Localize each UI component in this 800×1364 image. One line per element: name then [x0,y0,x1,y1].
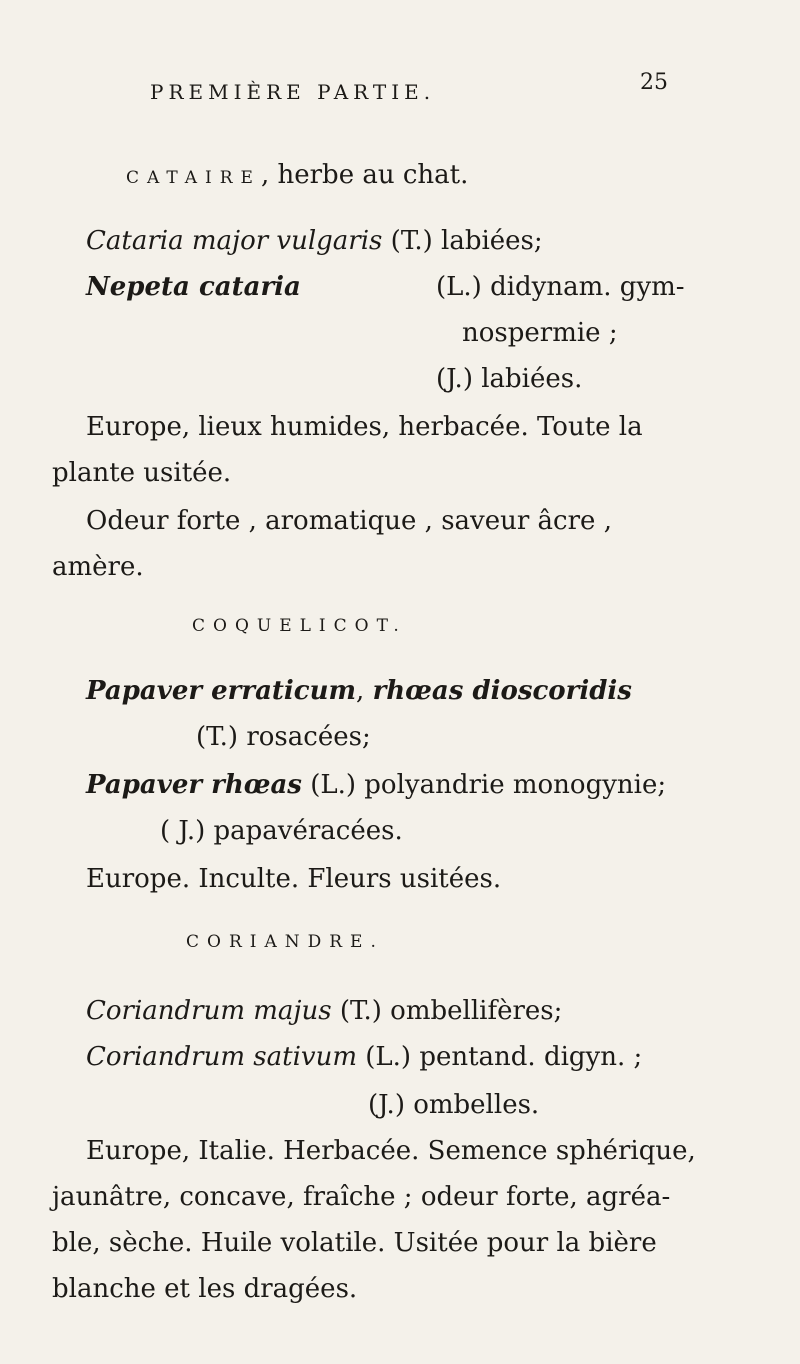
latin-name: Papaver rhœas [86,770,302,800]
page-number: 25 [640,70,668,95]
synonym-line [86,272,301,302]
latin-name: Nepeta cataria [86,272,301,302]
synonym-line [86,226,543,256]
entry-heading [126,160,468,190]
entry-title: CORIANDRE. [186,932,384,952]
classification: nospermie ; [462,318,618,348]
latin-name: Coriandrum majus [86,996,332,1026]
latin-name: Cataria major vulgaris [86,226,383,256]
description-line: ble, sèche. Huile volatile. Usitée pour la bière [52,1228,657,1258]
running-head: PREMIÈRE PARTIE. [150,80,436,104]
entry-title-suffix: , herbe au chat. [260,160,469,190]
synonym-line [86,1042,642,1072]
classification: (L.) didynam. gym- [436,272,685,302]
classification: (L.) pentand. digyn. ; [356,1042,643,1072]
description-line: Europe. Inculte. Fleurs usitées. [86,864,502,894]
latin-name: Papaver erraticum [86,676,357,706]
separator: , [356,676,373,706]
description-line: blanche et les dragées. [52,1274,358,1304]
entry-title: CATAIRE [126,168,261,188]
description-line: Odeur forte , aromatique , saveur âcre , [86,506,612,536]
classification: (T.) labiées; [382,226,543,256]
synonym-line [86,770,666,800]
classification: (L.) polyandrie monogynie; [301,770,667,800]
entry-title: COQUELICOT. [192,616,407,636]
synonym-line [86,676,632,706]
classification: (T.) ombellifères; [331,996,563,1026]
classification: ( J.) papavéracées. [160,816,403,846]
classification: (T.) rosacées; [196,722,371,752]
description-line: plante usitée. [52,458,232,488]
synonym-line [86,996,562,1026]
description-line: jaunâtre, concave, fraîche ; odeur forte, agréa- [52,1182,671,1212]
latin-name: Coriandrum sativum [86,1042,357,1072]
classification: (J.) labiées. [436,364,583,394]
description-line: amère. [52,552,144,582]
description-line: Europe, Italie. Herbacée. Semence sphérique, [86,1136,696,1166]
latin-name: rhœas dioscoridis [372,676,632,706]
classification: (J.) ombelles. [368,1090,540,1120]
description-line: Europe, lieux humides, herbacée. Toute la [86,412,643,442]
